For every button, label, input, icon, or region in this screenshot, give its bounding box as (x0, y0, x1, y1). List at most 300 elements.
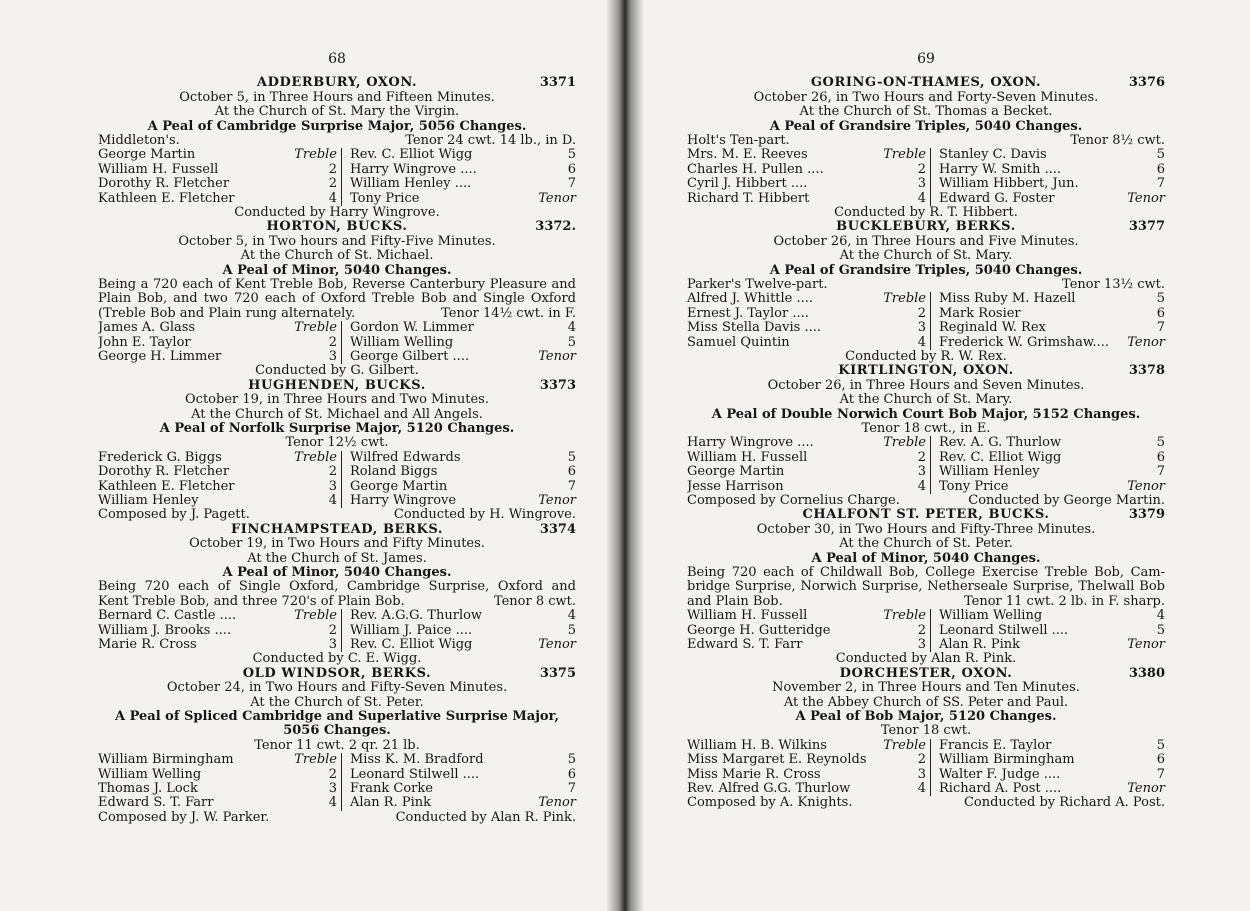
place-name: GORING-ON-THAMES, OXON. (810, 75, 1042, 91)
ringer-name: Richard A. Post .... (939, 782, 1062, 797)
ringer-row (350, 768, 576, 782)
ringer-name: Rev. A. G. Thurlow (939, 436, 1062, 451)
ringer-name: William Welling (939, 609, 1043, 624)
ringer-name: Frank Corke (350, 782, 433, 797)
ringer-name: Alan R. Pink (350, 796, 432, 811)
ringer-name: Frederick W. Grimshaw.... (939, 335, 1109, 350)
ringer-row (687, 465, 926, 479)
method-note: Being a 720 each of Kent Treble Bob, Reverse Canterbury Pleasure and (98, 277, 576, 293)
ringer-name: William Henley .... (350, 177, 472, 192)
ringer-row (350, 192, 576, 206)
ringer-row (939, 739, 1165, 753)
ringer-row (350, 163, 576, 177)
peal-title: A Peal of Grandsire Triples, 5040 Changes. (769, 262, 1083, 278)
peal-title: A Peal of Minor, 5040 Changes. (222, 262, 452, 278)
peal-record (98, 523, 576, 667)
ringer-row (350, 336, 576, 350)
bell-position: 6 (567, 161, 576, 177)
peal-list (98, 76, 576, 825)
place-name: OLD WINDSOR, BERKS. (242, 665, 432, 681)
tenor-weight: Tenor 11 cwt. 2 lb. in F. sharp. (963, 593, 1165, 609)
ringer-name: Dorothy R. Fletcher (98, 177, 230, 192)
ringer-row (687, 163, 926, 177)
bell-position: 2 (328, 464, 337, 480)
ringer-name: Walter F. Judge .... (939, 767, 1061, 782)
ringer-row (687, 436, 926, 450)
ringer-name: William J. Paice .... (350, 623, 473, 638)
ringer-name: Gordon W. Limmer (350, 321, 474, 336)
peal-detail: November 2, in Three Hours and Ten Minutes. (772, 680, 1080, 696)
ringer-row (939, 436, 1165, 450)
peal-record (687, 364, 1165, 508)
ringer-name: Miss Ruby M. Hazell (939, 292, 1076, 307)
ringer-row (939, 292, 1165, 306)
composer-conductor-line (687, 796, 1165, 810)
ringer-row (939, 465, 1165, 479)
ringers-column (98, 148, 342, 206)
bell-position: 5 (1156, 737, 1165, 753)
ringer-name: Roland Biggs (350, 465, 438, 480)
bell-position: 4 (567, 320, 576, 336)
bell-position: Treble (294, 320, 337, 336)
ringer-row (687, 609, 926, 623)
bell-position: Tenor (538, 349, 576, 365)
ringers-column (98, 321, 342, 364)
ringer-row (687, 336, 926, 350)
bell-position: 2 (328, 766, 337, 782)
conductor: Conducted by George Martin. (968, 493, 1165, 508)
ringer-row (939, 480, 1165, 494)
ringer-row (687, 624, 926, 638)
bell-position: 5 (567, 147, 576, 163)
bell-position: Tenor (1127, 190, 1165, 206)
bell-position: 3 (917, 320, 926, 336)
bell-position: 2 (328, 176, 337, 192)
peal-detail: At the Church of St. Michael and All Angels. (191, 406, 483, 422)
ringer-row (687, 148, 926, 162)
bell-position: 3 (328, 478, 337, 494)
ringer-name: Miss Stella Davis .... (687, 321, 821, 336)
bell-position: 3 (328, 637, 337, 653)
ringer-row (687, 753, 926, 767)
method-note: Plain Bob, and two 720 each of Oxford Treble Bob and Single Oxford (98, 291, 576, 307)
bell-position: 3 (917, 464, 926, 480)
ringers-band (687, 292, 1165, 350)
ringer-name: William H. B. Wilkins (687, 738, 827, 753)
peal-heading (687, 508, 1165, 522)
peal-detail: At the Church of St. Michael. (240, 248, 434, 264)
bell-position: 5 (567, 334, 576, 350)
bell-position: Tenor (1127, 334, 1165, 350)
peal-list (687, 76, 1165, 810)
left-column (98, 52, 576, 825)
bell-position: 7 (1156, 766, 1165, 782)
ringer-row (98, 480, 337, 494)
peal-detail: At the Abbey Church of SS. Peter and Paul. (783, 694, 1069, 710)
ringer-row (350, 796, 576, 810)
ringer-row (939, 163, 1165, 177)
bell-position: 3 (917, 176, 926, 192)
ringer-name: William Birmingham (98, 753, 234, 768)
peal-detail: At the Church of St. Mary. (839, 248, 1013, 264)
bell-position: Treble (294, 449, 337, 465)
ringer-name: William H. Fussell (687, 609, 808, 624)
ringer-row (687, 321, 926, 335)
composer: Composed by J. Pagett. (98, 507, 250, 523)
ringer-name: James A. Glass (98, 321, 196, 336)
bell-position: 7 (1156, 176, 1165, 192)
ringer-name: Tony Price (939, 479, 1009, 494)
conductor: Conducted by G. Gilbert. (255, 363, 419, 379)
method-tenor-line (687, 595, 1165, 609)
peal-detail: October 19, in Two Hours and Fifty Minutes. (189, 536, 485, 552)
peal-record (98, 76, 576, 220)
ringers-column (342, 451, 576, 509)
bell-position: 2 (917, 752, 926, 768)
peal-number: 3373 (539, 377, 576, 393)
ringer-row (98, 163, 337, 177)
ringers-column (342, 753, 576, 811)
ringer-row (939, 307, 1165, 321)
ringers-column (342, 321, 576, 364)
bell-position: Treble (883, 737, 926, 753)
place-name: HORTON, BUCKS. (266, 219, 408, 235)
ringer-row (350, 451, 576, 465)
ringer-row (939, 624, 1165, 638)
ringers-column (98, 451, 342, 509)
ringer-name: Edward G. Foster (939, 191, 1055, 206)
bell-position: 5 (567, 752, 576, 768)
peal-number: 3379 (1128, 507, 1165, 523)
ringers-column (687, 436, 931, 494)
ringer-row (98, 451, 337, 465)
ringer-name: Jesse Harrison (687, 479, 784, 494)
bell-position: 4 (917, 190, 926, 206)
peal-detail: At the Church of St. Peter. (839, 536, 1013, 552)
ringer-row (687, 177, 926, 191)
bell-position: Treble (883, 147, 926, 163)
conductor: Conducted by Richard A. Post. (963, 795, 1165, 811)
peal-record (98, 220, 576, 378)
peal-title: A Peal of Spliced Cambridge and Superlative Surprise Major, (114, 709, 560, 725)
ringer-name: Reginald W. Rex (939, 321, 1046, 336)
peal-detail: At the Church of St. Thomas a Becket. (799, 104, 1053, 120)
bell-position: 6 (567, 766, 576, 782)
peal-heading (98, 523, 576, 537)
ringer-name: Thomas J. Lock (98, 782, 198, 797)
bell-position: 3 (917, 766, 926, 782)
composer: Composed by J. W. Parker. (98, 809, 270, 825)
peal-heading (98, 667, 576, 681)
ringer-name: William Welling (350, 335, 454, 350)
peal-detail: October 5, in Two hours and Fifty-Five Minutes. (178, 233, 496, 249)
bell-position: 2 (917, 449, 926, 465)
place-name: HUGHENDEN, BUCKS. (248, 377, 426, 393)
ringer-row (939, 609, 1165, 623)
ringer-row (98, 609, 337, 623)
ringer-row (98, 192, 337, 206)
peal-detail: October 26, in Two Hours and Forty-Seven Minutes. (753, 89, 1099, 105)
ringers-column (931, 292, 1165, 350)
composer-conductor-line (98, 811, 576, 825)
conductor: Conducted by Harry Wingrove. (234, 205, 440, 220)
tenor-weight: Tenor 11 cwt. 2 qr. 21 lb. (254, 737, 420, 753)
ringer-name: Francis E. Taylor (939, 738, 1052, 753)
ringer-name: William Hibbert, Jun. (939, 177, 1079, 192)
ringer-name: Leonard Stilwell .... (939, 623, 1069, 638)
ringer-name: William Birmingham (939, 753, 1075, 768)
peal-detail: October 26, in Three Hours and Seven Minutes. (767, 377, 1085, 393)
ringer-name: George Martin (98, 148, 196, 163)
composer: Composed by A. Knights. (687, 795, 853, 811)
ringer-name: William Henley (939, 465, 1040, 480)
peal-record (687, 220, 1165, 364)
bell-position: 7 (567, 176, 576, 192)
bell-position: Treble (294, 147, 337, 163)
ringer-name: Rev. Alfred G.G. Thurlow (687, 782, 851, 797)
ringer-name: Ernest J. Taylor .... (687, 306, 809, 321)
method-name: (Treble Bob and Plain rung alternately. (98, 305, 356, 321)
composer-conductor-line (98, 508, 576, 522)
bell-position: Tenor (538, 795, 576, 811)
peal-number: 3378 (1128, 363, 1165, 379)
bell-position: 2 (917, 622, 926, 638)
peal-heading (687, 76, 1165, 90)
place-name: DORCHESTER, OXON. (839, 665, 1013, 681)
method-tenor-line (98, 134, 576, 148)
ringers-column (98, 753, 342, 811)
peal-detail: October 24, in Two Hours and Fifty-Seven Minutes. (166, 680, 508, 696)
peal-detail: At the Church of St. Mary. (839, 392, 1013, 408)
ringer-name: Dorothy R. Fletcher (98, 465, 230, 480)
conductor: Conducted by C. E. Wigg. (252, 651, 422, 667)
ringers-band (98, 451, 576, 509)
ringer-row (98, 465, 337, 479)
method-name: Kent Treble Bob, and three 720's of Plain Bob. (98, 593, 405, 609)
ringer-name: Miss Margaret E. Reynolds (687, 753, 867, 768)
method-note: Being 720 each of Childwall Bob, College Exercise Treble Bob, Cam- (687, 565, 1165, 581)
bell-position: Tenor (1127, 637, 1165, 653)
peal-number: 3374 (539, 521, 576, 537)
ringer-name: Frederick G. Biggs (98, 450, 222, 465)
ringer-row (939, 782, 1165, 796)
bell-position: 6 (1156, 305, 1165, 321)
ringer-name: Alan R. Pink (939, 638, 1021, 653)
ringer-row (350, 148, 576, 162)
bell-position: Tenor (538, 190, 576, 206)
peal-title: A Peal of Norfolk Surprise Major, 5120 Changes. (159, 421, 515, 437)
place-name: FINCHAMPSTEAD, BERKS. (230, 521, 444, 537)
bell-position: 4 (328, 493, 337, 509)
ringer-row (350, 177, 576, 191)
bell-position: 7 (1156, 320, 1165, 336)
peal-record (687, 667, 1165, 811)
ringer-row (687, 292, 926, 306)
ringer-name: George H. Limmer (98, 350, 222, 365)
ringer-row (98, 768, 337, 782)
ringers-column (931, 148, 1165, 206)
method-name: Parker's Twelve-part. (687, 277, 828, 293)
bell-position: Treble (294, 608, 337, 624)
right-page (625, 0, 1250, 911)
method-tenor-line (98, 307, 576, 321)
ringer-row (687, 451, 926, 465)
ringer-row (350, 638, 576, 652)
ringer-row (98, 321, 337, 335)
bell-position: Tenor (538, 493, 576, 509)
bell-position: 3 (328, 349, 337, 365)
peal-number: 3377 (1128, 219, 1165, 235)
tenor-weight: Tenor 24 cwt. 14 lb., in D. (405, 133, 576, 149)
bell-position: 3 (328, 781, 337, 797)
bell-position: 5 (1156, 435, 1165, 451)
ringer-name: Tony Price (350, 191, 420, 206)
peal-number: 3380 (1128, 665, 1165, 681)
peal-detail: October 5, in Three Hours and Fifteen Minutes. (179, 89, 495, 105)
ringer-name: William H. Fussell (687, 450, 808, 465)
ringer-row (98, 624, 337, 638)
ringer-name: Mrs. M. E. Reeves (687, 148, 808, 163)
ringer-row (98, 796, 337, 810)
ringer-name: Harry Wingrove (350, 494, 457, 509)
ringer-row (350, 480, 576, 494)
bell-position: 4 (328, 190, 337, 206)
ringer-name: Marie R. Cross (98, 638, 197, 653)
ringer-name: Rev. A.G.G. Thurlow (350, 609, 483, 624)
tenor-weight: Tenor 8½ cwt. (1070, 133, 1165, 149)
peal-title: A Peal of Minor, 5040 Changes. (222, 565, 452, 581)
ringer-name: Harry Wingrove .... (687, 436, 814, 451)
ringer-row (687, 480, 926, 494)
ringers-band (687, 436, 1165, 494)
page-number: 69 (917, 51, 935, 67)
ringer-name: Rev. C. Elliot Wigg (939, 450, 1062, 465)
ringer-row (350, 609, 576, 623)
peal-title: 5056 Changes. (283, 723, 391, 739)
ringer-name: William J. Brooks .... (98, 623, 232, 638)
ringer-row (98, 782, 337, 796)
ringer-row (687, 782, 926, 796)
ringer-row (939, 336, 1165, 350)
peal-detail: October 19, in Three Hours and Two Minutes. (185, 392, 489, 408)
peal-heading (98, 76, 576, 90)
ringer-name: George H. Gutteridge (687, 623, 831, 638)
ringers-band (687, 739, 1165, 797)
ringers-column (687, 739, 931, 797)
ringer-row (98, 753, 337, 767)
bell-position: 4 (1156, 608, 1165, 624)
method-tenor-line (687, 278, 1165, 292)
place-name: ADDERBURY, OXON. (256, 75, 418, 91)
ringer-row (687, 192, 926, 206)
ringer-name: Bernard C. Castle .... (98, 609, 237, 624)
ringer-name: Miss Marie R. Cross (687, 767, 821, 782)
tenor-weight: Tenor 14½ cwt. in F. (441, 305, 576, 321)
bell-position: 5 (1156, 622, 1165, 638)
ringers-column (931, 609, 1165, 652)
ringer-name: Rev. C. Elliot Wigg (350, 148, 473, 163)
method-name: Holt's Ten-part. (687, 133, 790, 149)
ringer-name: Miss K. M. Bradford (350, 753, 484, 768)
peal-heading (687, 667, 1165, 681)
method-note: bridge Surprise, Norwich Surprise, Netherseale Surprise, Thelwall Bob (687, 579, 1165, 595)
ringers-band (687, 148, 1165, 206)
conductor: Conducted by H. Wingrove. (393, 507, 576, 523)
bell-position: 2 (917, 305, 926, 321)
conductor: Conducted by Alan R. Pink. (395, 809, 576, 825)
ringer-name: Samuel Quintin (687, 335, 790, 350)
bell-position: 7 (1156, 464, 1165, 480)
ringer-row (687, 307, 926, 321)
ringer-row (939, 321, 1165, 335)
ringers-column (687, 292, 931, 350)
ringer-row (939, 768, 1165, 782)
bell-position: 3 (917, 637, 926, 653)
ringer-name: John E. Taylor (98, 335, 191, 350)
peal-detail: October 26, in Three Hours and Five Minutes. (773, 233, 1079, 249)
composer-conductor-line (687, 494, 1165, 508)
method-tenor-line (687, 134, 1165, 148)
ringers-band (98, 321, 576, 364)
composer: Composed by Cornelius Charge. (687, 493, 900, 508)
ringers-column (931, 739, 1165, 797)
ringer-name: Rev. C. Elliot Wigg (350, 638, 473, 653)
peal-number: 3376 (1128, 75, 1165, 91)
ringer-row (98, 336, 337, 350)
ringer-name: George Gilbert .... (350, 350, 470, 365)
peal-record (687, 508, 1165, 666)
bell-position: Treble (883, 291, 926, 307)
bell-position: 5 (1156, 147, 1165, 163)
ringer-row (687, 739, 926, 753)
ringers-column (687, 148, 931, 206)
bell-position: 5 (567, 449, 576, 465)
bell-position: 4 (567, 608, 576, 624)
ringer-name: Mark Rosier (939, 306, 1021, 321)
ringer-name: Alfred J. Whittle .... (687, 292, 814, 307)
ringers-column (687, 609, 931, 652)
method-note: Being 720 each of Single Oxford, Cambridge Surprise, Oxford and (98, 579, 576, 595)
bell-position: Treble (883, 608, 926, 624)
ringer-row (350, 782, 576, 796)
bell-position: 2 (328, 622, 337, 638)
conductor: Conducted by R. W. Rex. (845, 349, 1007, 364)
conductor: Conducted by R. T. Hibbert. (834, 205, 1018, 220)
peal-heading (98, 379, 576, 393)
ringer-row (350, 350, 576, 364)
ringer-name: George Martin (687, 465, 785, 480)
page-number: 68 (328, 51, 346, 67)
ringer-row (939, 148, 1165, 162)
peal-detail: At the Church of St. James. (247, 550, 427, 566)
ringer-name: Kathleen E. Fletcher (98, 479, 235, 494)
peal-title: A Peal of Cambridge Surprise Major, 5056 Changes. (147, 118, 527, 134)
ringer-row (350, 624, 576, 638)
peal-title: A Peal of Minor, 5040 Changes. (811, 550, 1041, 566)
bell-position: Tenor (538, 637, 576, 653)
bell-position: Tenor (1127, 781, 1165, 797)
place-name: CHALFONT ST. PETER, BUCKS. (802, 507, 1050, 523)
bell-position: 6 (1156, 752, 1165, 768)
ringer-name: Richard T. Hibbert (687, 191, 810, 206)
peal-heading (98, 220, 576, 234)
ringers-band (687, 609, 1165, 652)
ringers-column (931, 436, 1165, 494)
peal-heading (687, 220, 1165, 234)
bell-position: 6 (1156, 161, 1165, 177)
ringer-name: William Welling (98, 767, 202, 782)
ringer-row (687, 768, 926, 782)
